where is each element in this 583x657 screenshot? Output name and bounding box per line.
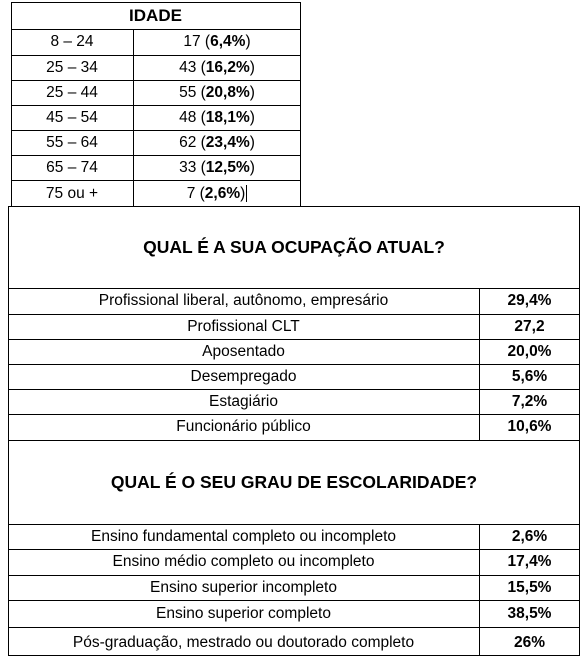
age-count-cell: 62 ( 23,4% ) bbox=[179, 133, 255, 151]
age-count-cell: 17 ( 6,4% ) bbox=[183, 33, 251, 50]
occupation-value: 10,6% bbox=[507, 418, 552, 435]
education-label: Pós-graduação, mestrado ou doutorado completo bbox=[72, 634, 415, 651]
text-cursor bbox=[246, 185, 247, 202]
occupation-value: 29,4% bbox=[507, 292, 552, 309]
age-count: 62 bbox=[179, 133, 197, 151]
occupation-value: 27,2 bbox=[514, 317, 545, 335]
age-count: 33 bbox=[179, 158, 197, 176]
age-range-cell: 45 – 54 bbox=[46, 108, 98, 126]
occupation-label: Funcionário público bbox=[176, 418, 311, 435]
age-range-cell: 55 – 64 bbox=[46, 133, 98, 151]
education-label: Ensino superior completo bbox=[156, 604, 331, 622]
age-count: 17 bbox=[183, 33, 201, 50]
age-count: 48 bbox=[179, 108, 197, 126]
education-label: Ensino superior incompleto bbox=[150, 578, 337, 596]
age-table-header: IDADE bbox=[129, 5, 182, 25]
age-count-cell: 55 ( 20,8% ) bbox=[179, 83, 255, 101]
occupation-label: Aposentado bbox=[202, 342, 285, 360]
age-pct: 12,5% bbox=[205, 158, 250, 176]
age-pct: 20,8% bbox=[205, 83, 250, 101]
education-value: 38,5% bbox=[507, 604, 552, 622]
age-pct: 23,4% bbox=[205, 133, 250, 151]
education-value: 2,6% bbox=[511, 527, 548, 545]
occupation-label: Profissional CLT bbox=[187, 317, 300, 335]
age-pct: 18,1% bbox=[205, 108, 250, 126]
age-count: 7 bbox=[186, 184, 196, 202]
education-value: 26% bbox=[513, 634, 546, 651]
age-count-cell: 43 ( 16,2% ) bbox=[179, 58, 255, 76]
age-count-cell: 7 ( 2,6% ) bbox=[186, 184, 246, 202]
age-range-cell: 75 ou + bbox=[45, 184, 99, 202]
age-range-cell: 65 – 74 bbox=[46, 158, 98, 176]
education-question: QUAL É O SEU GRAU DE ESCOLARIDADE? bbox=[110, 471, 478, 492]
age-range-cell: 25 – 44 bbox=[46, 83, 98, 101]
age-range-cell: 8 – 24 bbox=[50, 33, 94, 50]
occupation-value: 20,0% bbox=[507, 342, 552, 360]
occupation-value: 7,2% bbox=[511, 392, 548, 410]
education-label: Ensino médio completo ou incompleto bbox=[112, 553, 375, 570]
age-count: 43 bbox=[179, 58, 197, 76]
age-count: 55 bbox=[179, 83, 197, 101]
occupation-label: Profissional liberal, autônomo, empresário bbox=[98, 292, 389, 309]
age-pct: 2,6% bbox=[204, 184, 241, 202]
age-count-cell: 48 ( 18,1% ) bbox=[179, 108, 255, 126]
age-pct: 16,2% bbox=[205, 58, 250, 76]
occupation-value: 5,6% bbox=[511, 367, 548, 385]
education-label: Ensino fundamental completo ou incompleto bbox=[90, 527, 397, 545]
age-range-cell: 25 – 34 bbox=[46, 58, 98, 76]
education-value: 15,5% bbox=[507, 578, 552, 596]
age-pct: 6,4% bbox=[210, 33, 246, 50]
age-count-cell: 33 ( 12,5% ) bbox=[179, 158, 255, 176]
occupation-question: QUAL É A SUA OCUPAÇÃO ATUAL? bbox=[143, 236, 445, 257]
education-value: 17,4% bbox=[507, 553, 552, 570]
occupation-label: Desempregado bbox=[190, 367, 297, 385]
occupation-label: Estagiário bbox=[209, 392, 278, 410]
